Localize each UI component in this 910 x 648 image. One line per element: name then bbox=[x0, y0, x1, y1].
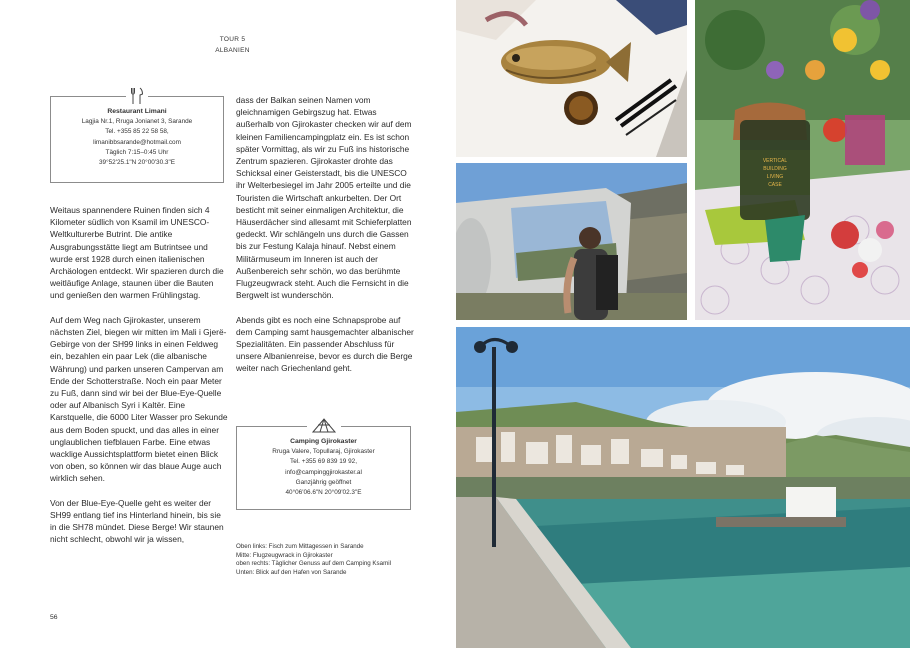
paragraph: Weitaus spannendere Ruinen finden sich 4 Kilometer südlich von Ksamil im UNESCO-Weltkulturerbe Butrint. Die antike Ausgrabungsstätte liegt am Butrintsee und wurde erst 1928 durch einen italienischen Archäologen entdeckt. Wir spazieren durch die weitläufige Anlage, staunen über die Bauten und genießen den warmen Frühlingstag. bbox=[50, 205, 224, 301]
camping-phone: Tel. +355 69 839 19 92, bbox=[290, 458, 357, 466]
restaurant-email: limanibbsarande@hotmail.com bbox=[93, 138, 181, 146]
photo-harbour-sarande bbox=[456, 327, 910, 648]
camping-opening: Ganzjährig geöffnet bbox=[295, 478, 352, 486]
glass-text-line: VERTICAL bbox=[762, 158, 788, 164]
camping-coordinates: 40°06'06.6"N 20°09'02.3"E bbox=[285, 489, 362, 497]
photo-airplane-wreck bbox=[456, 163, 687, 320]
photo-camping-drink bbox=[695, 0, 910, 320]
photo-captions bbox=[236, 543, 391, 577]
page-number: 56 bbox=[50, 614, 58, 621]
restaurant-address: Lagjia Nr.1, Rruga Jonianet 3, Sarande bbox=[81, 118, 193, 126]
restaurant-name: Restaurant Limani bbox=[107, 108, 167, 115]
left-text-column bbox=[50, 204, 228, 558]
restaurant-coordinates: 39°52'25.1"N 20°00'30.3"E bbox=[98, 159, 176, 167]
running-header bbox=[210, 34, 255, 56]
paragraph: Abends gibt es noch eine Schnapsprobe auf dem Camping samt hausgemachter albanischer Spezialitäten. Ein passender Abschluss für unsere Albanienreise, bevor es durch die Berge weiter nach Griechenland geht. bbox=[236, 314, 414, 374]
restaurant-phone: Tel. +355 85 22 58 58, bbox=[105, 128, 169, 136]
glass-text-line: BUILDING bbox=[763, 166, 787, 172]
glass-text-line: CASE bbox=[768, 182, 782, 188]
tent-icon bbox=[307, 417, 341, 435]
tour-label: TOUR 5 bbox=[219, 36, 246, 43]
cutlery-icon bbox=[126, 87, 148, 105]
caption-top-left: Oben links: Fisch zum Mittagessen in Sarande bbox=[236, 543, 364, 550]
camping-name: Camping Gjirokaster bbox=[290, 438, 357, 445]
paragraph: Von der Blue-Eye-Quelle geht es weiter der SH99 entlang tief ins Hinterland hinein, bis sie in die SH78 mündet. Diese Berge! Wir staunen nicht schlecht, obwohl wir ja wissen, bbox=[50, 497, 224, 545]
caption-middle: Mitte: Flugzeugwrack in Gjirokaster bbox=[236, 551, 333, 559]
camping-email: info@campinggjirokaster.al bbox=[285, 468, 362, 476]
right-text-column bbox=[236, 94, 414, 387]
restaurant-hours: Täglich 7:15–0:45 Uhr bbox=[105, 148, 169, 156]
country-label: ALBANIEN bbox=[215, 47, 250, 54]
camping-address: Rruga Valere, Topullaraj, Gjirokaster bbox=[272, 448, 375, 456]
glass-text-line: LIVING bbox=[766, 174, 784, 180]
restaurant-infobox bbox=[50, 96, 224, 183]
camping-infobox bbox=[236, 426, 411, 510]
photo-fish-plate bbox=[456, 0, 687, 157]
caption-top-right: oben rechts: Täglicher Genuss auf dem Camping Ksamil bbox=[236, 560, 391, 568]
paragraph: dass der Balkan seinen Namen vom gleichnamigen Gebirgszug hat. Etwas außerhalb von Gjirokaster checken wir auf dem kleinen Familiencampingplatz ein. Es ist schon später Vormittag, als wir zu Fuß ins historische Zentrum spazieren. Gjirokaster drohte das Schicksal einer Geisterstadt, bis die UNESCO ihr Welterbesiegel im Jahr 2005 erteilte und die Touristen die Wirtschaft ankurbelten. Der Ort besticht mit seiner einmaligen Architektur, die Häuserdächer sind allesamt mit Schieferplatten gedeckt. Wir schlängeln uns durch die Gassen bis zur Festung Kalaja hinauf. Nebst einem Militärmuseum im Inneren ist auch der Außenbereich sehr schön, wo das berühmte Flugzeugwrack steht. Auch die Fernsicht in die Bergwelt ist wunderschön. bbox=[236, 95, 412, 301]
caption-bottom: Unten: Blick auf den Hafen von Sarande bbox=[236, 568, 347, 576]
paragraph: Auf dem Weg nach Gjirokaster, unserem nächsten Ziel, biegen wir mitten im Mali i Gjerë-Gebirge von der SH99 links in einen Feldweg ein, bezahlen ein paar Lek (die albanische Währung) und parken unseren Campervan am Ende der Schotterstraße. Noch ein paar Meter zu Fuß, dann sind wir bei der Blue-Eye-Quelle oder auf Albanisch Syri i Kaltër. Eine Karstquelle, die 6000 Liter Wasser pro Sekunde aus dem Boden spuckt, und das alles in einer unglaublichen tiefblauen Farbe. Eine etwas wacklige Aussichtsplattform bietet einen Blick von oben, so können wir das blaue Auge auch wirklich sehen. bbox=[50, 314, 228, 484]
